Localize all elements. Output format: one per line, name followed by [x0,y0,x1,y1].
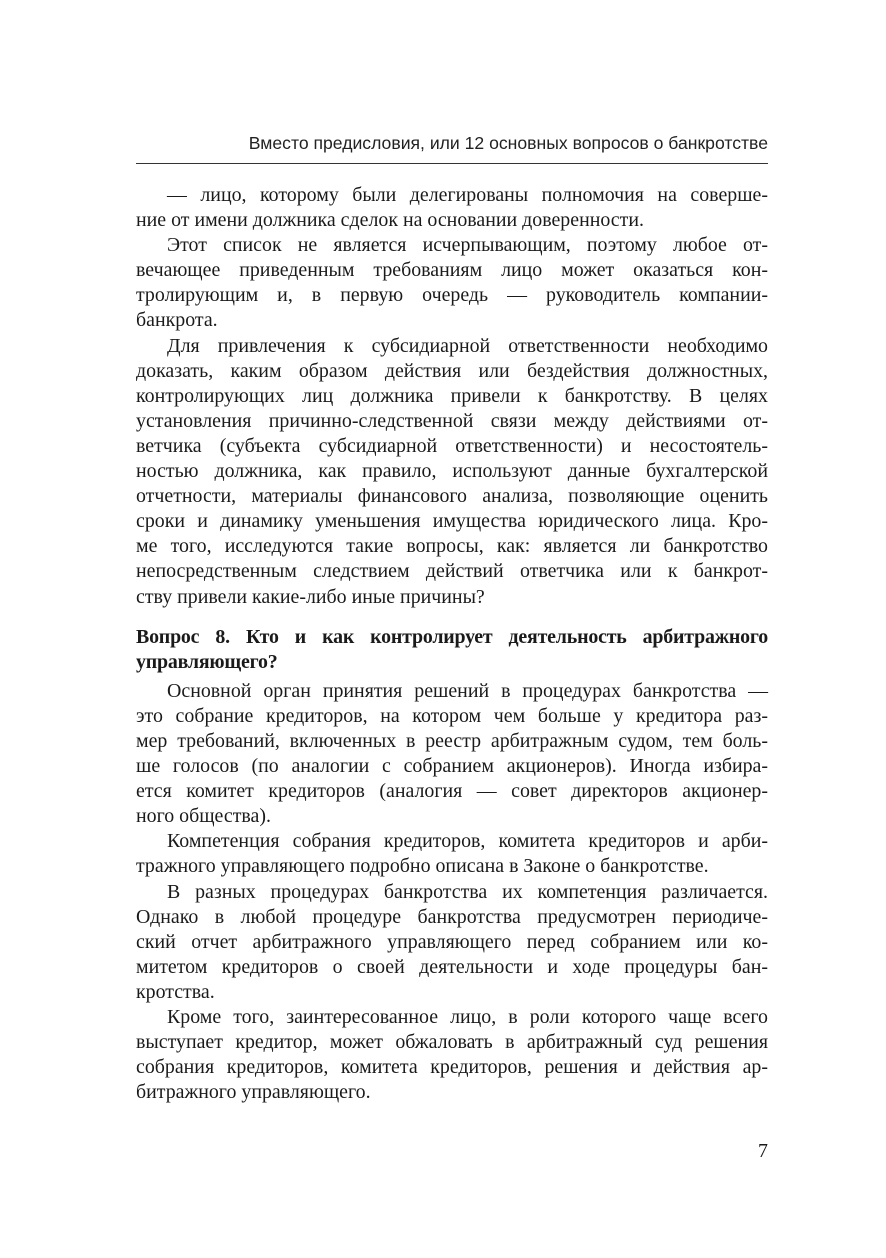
paragraphs-after [136,679,768,1106]
heading-line: Вопрос 8. Кто и как контролирует деятельность арбитражного [136,625,768,648]
text-line: Кроме того, заинтересованное лицо, в роли которого чаще всего [167,1006,768,1028]
text-line: доказать, каким образом действия или бездействия должностных, [136,359,768,382]
text-line: вечающее приведенным требованиям лицо может оказаться кон- [136,259,768,282]
text-line: непосредственным следствием действий ответчика или к банкрот- [136,560,768,583]
paragraph [136,880,768,1005]
paragraph [136,334,768,610]
text-line: ше голосов (по аналогии с собранием акционеров). Иногда избира- [136,755,768,778]
text-line: сроки и динамику уменьшения имущества юридического лица. Кро- [136,510,768,533]
text-line: Для привлечения к субсидиарной ответственности необходимо [167,334,768,357]
text-line: банкрота. [136,309,218,332]
text-line: выступает кредитор, может обжаловать в арбитражный суд решения [136,1031,768,1054]
text-line: ние от имени должника сделок на основании доверенности. [136,209,644,232]
text-line: контролирующих лиц должника привели к банкротству. В целях [136,384,768,407]
running-head: Вместо предисловия, или 12 основных вопросов о банкротстве [248,133,768,153]
text-line: тролирующим и, в первую очередь — руководитель компании- [136,284,768,307]
text-line: В разных процедурах банкротства их компетенция различается. [167,880,768,903]
header-rule [136,163,768,164]
text-line: ме того, исследуются такие вопросы, как: является ли банкротство [136,535,768,558]
text-line: мер требований, включенных в реестр арбитражным судом, тем боль- [136,729,768,752]
body-text [136,183,768,1105]
paragraph [136,1005,768,1105]
text-line: ству привели какие-либо иные причины? [136,585,485,608]
paragraph [136,679,768,830]
text-line: — лицо, которому были делегированы полномочия на совершe- [167,184,768,206]
text-line: установления причинно-следственной связи между действиями от- [136,409,768,432]
spacer [136,610,768,625]
text-line: это собрание кредиторов, на котором чем больше у кредитора раз- [136,704,768,727]
text-line: тражного управляющего подробно описана в Законе о банкротстве. [136,855,709,878]
paragraph [136,233,768,333]
text-line: ется комитет кредиторов (аналогия — совет директоров акционер- [136,780,768,803]
text-line: Этот список не является исчерпывающим, поэтому любое от- [167,234,768,257]
text-line: битражного управляющего. [136,1081,371,1104]
heading-line: управляющего? [136,650,278,673]
text-line: собрания кредиторов, комитета кредиторов, решения и действия ар- [136,1056,768,1079]
paragraphs-before [136,183,768,610]
text-line: Основной орган принятия решений в процедурах банкротства — [167,679,768,702]
text-line: митетом кредиторов о своей деятельности и ходе процедуры бан- [136,955,768,978]
text-line: Компетенция собрания кредиторов, комитета кредиторов и арби- [167,830,768,853]
text-line: отчетности, материалы финансового анализа, позволяющие оценить [136,485,768,508]
text-line: ветчика (субъекта субсидиарной ответственности) и несостоятель- [136,434,768,457]
paragraph [136,183,768,233]
text-line: ский отчет арбитражного управляющего перед собранием или ко- [136,930,768,953]
text-line: ного общества). [136,805,271,828]
text-line: ностью должника, как правило, используют данные бухгалтерской [136,460,768,483]
page-number: 7 [758,1140,768,1162]
paragraph [136,829,768,879]
text-line: кротства. [136,980,215,1003]
section-heading [136,625,768,675]
text-line: Однако в любой процедуре банкротства предусмотрен периодиче- [136,905,768,928]
